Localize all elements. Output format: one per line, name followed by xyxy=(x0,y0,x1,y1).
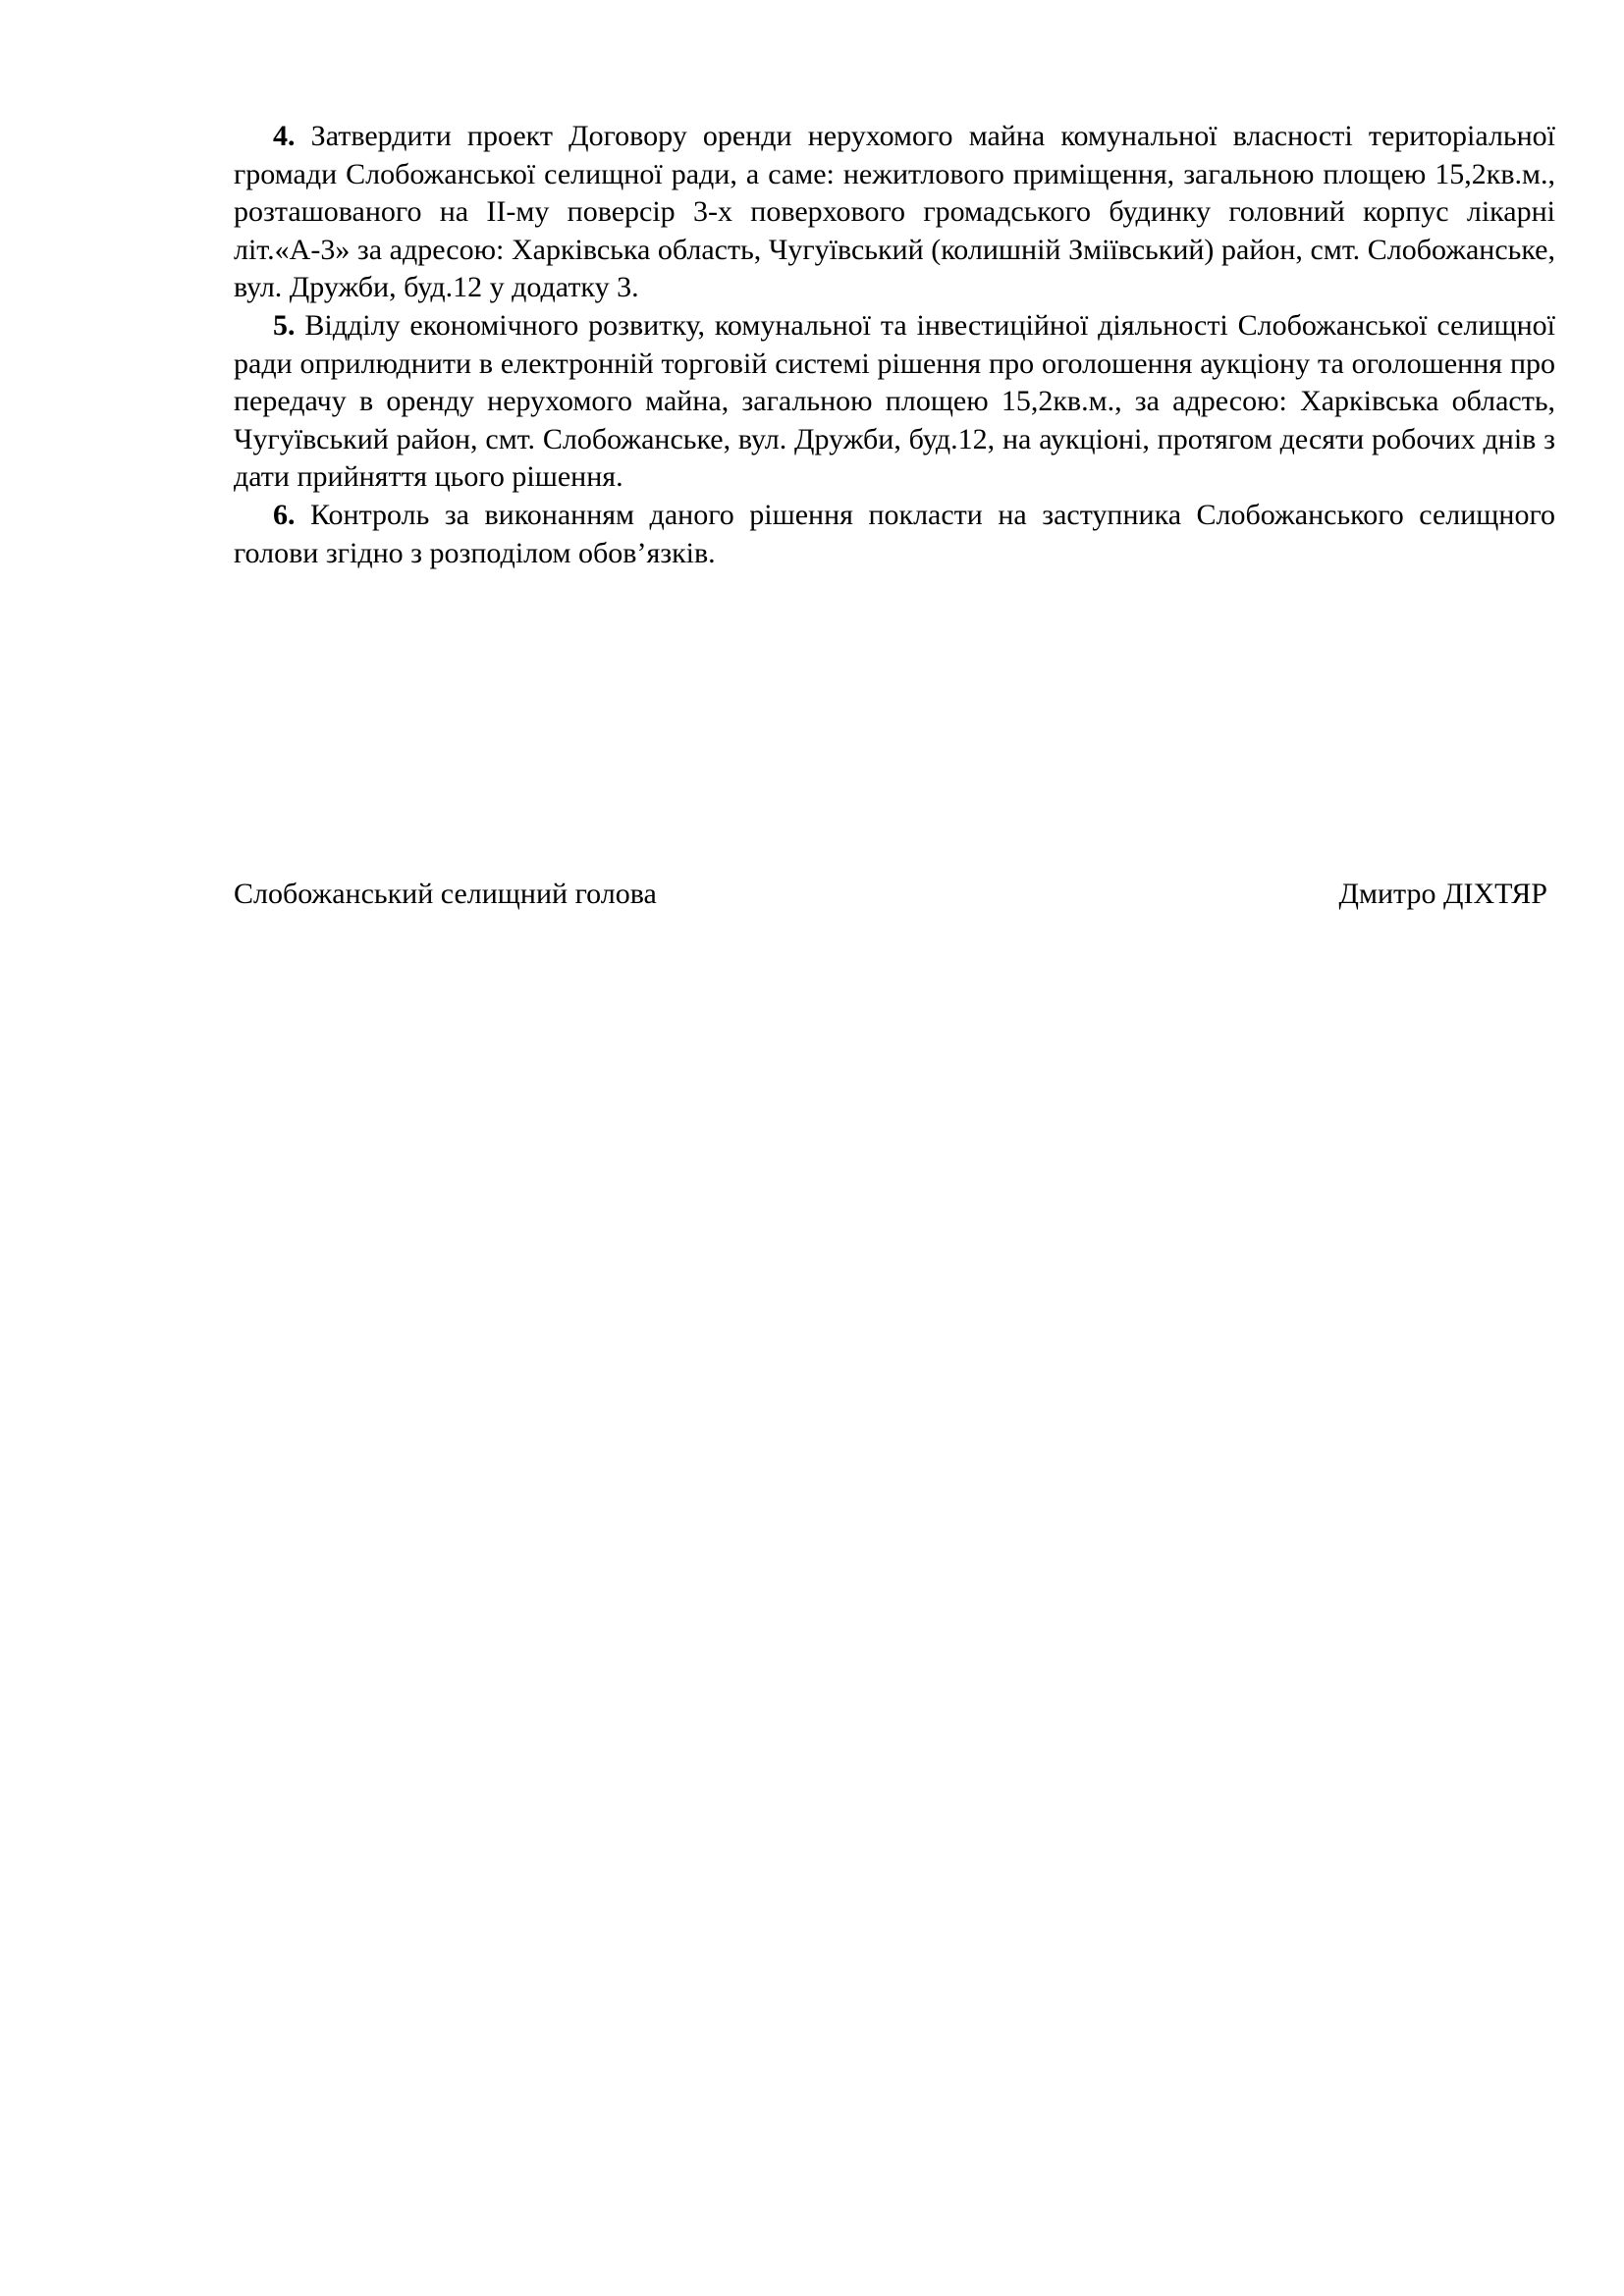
item-text: Контроль за виконанням даного рішення покласти на заступника Слобожанського селищного голови згідно з розподілом обов’язків. xyxy=(234,498,1555,569)
item-text: Відділу економічного розвитку, комунальної та інвестиційної діяльності Слобожанської селищної ради оприлюднити в електронній торговій системі рішення про оголошення аукціону та оголошення про передачу в оренду нерухомого майна, загальною площею 15,2кв.м., за адресою: Харківська область, Чугуївський район, смт. Слобожанське, вул. Дружби, буд.12, на аукціоні, протягом десяти робочих днів з дати прийняття цього рішення. xyxy=(234,308,1555,494)
item-number: 4. xyxy=(273,120,296,152)
item-number: 5. xyxy=(273,308,296,342)
item-text: Затвердити проект Договору оренди нерухомого майна комунальної власності територіальної громади Слобожанської селищної ради, а саме: нежитлового приміщення, загальною площею 15,2кв.м., розташованого на ІІ-му поверсір 3-х поверхового громадського будинку головний корпус лікарні літ.«А-3» за адресою: Харківська область, Чугуївський (колишній Зміївський) район, смт. Слобожанське, вул. Дружби, буд.12 у додатку 3. xyxy=(234,120,1555,304)
signatory-name: Дмитро ДІХТЯР xyxy=(1338,878,1547,910)
decision-item-6 xyxy=(234,497,1555,572)
signatory-position: Слобожанський селищний голова xyxy=(234,878,657,910)
decision-item-4 xyxy=(234,118,1555,307)
document-body xyxy=(234,118,1555,572)
decision-item-5 xyxy=(234,307,1555,497)
signature-block xyxy=(234,876,1547,913)
item-number: 6. xyxy=(273,498,296,531)
